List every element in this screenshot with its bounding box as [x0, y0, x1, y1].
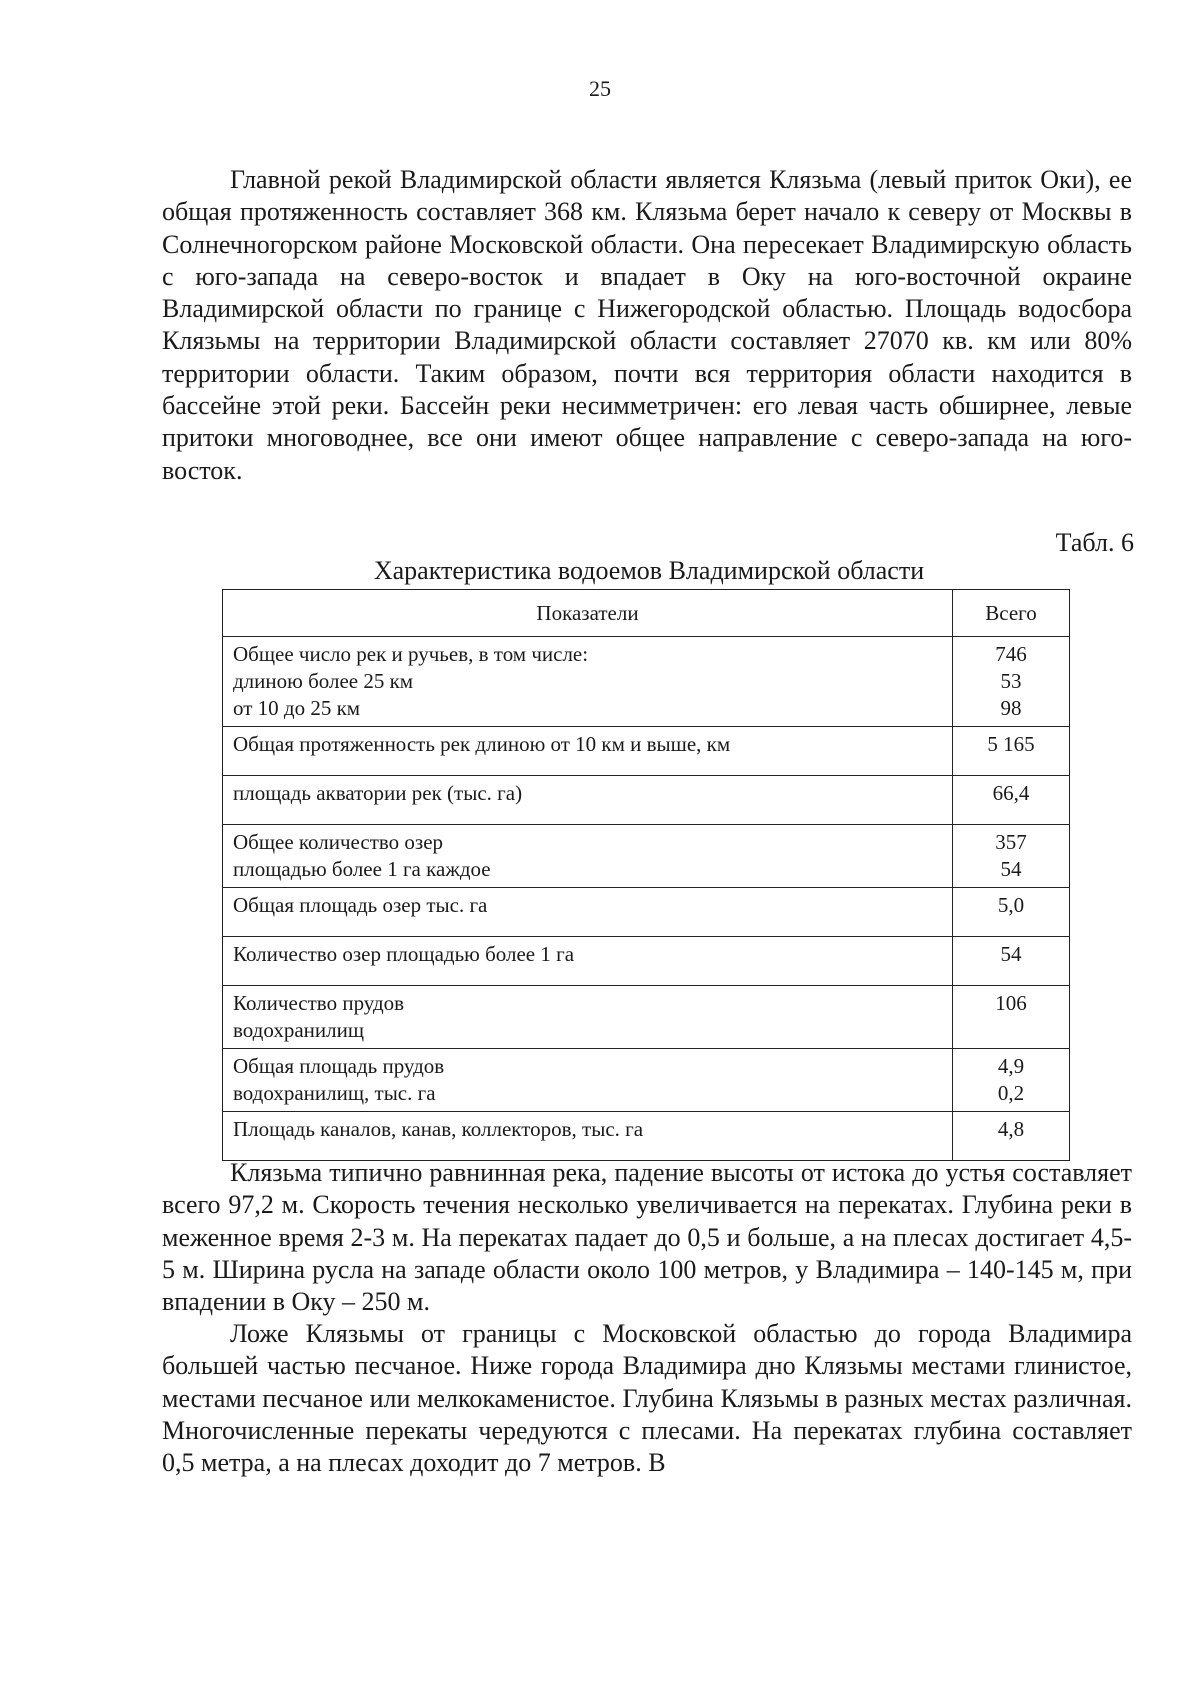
value-line: 357: [995, 830, 1027, 854]
table-row: [223, 888, 1070, 937]
value-line: 54: [1000, 857, 1022, 881]
value-line: 746: [995, 642, 1027, 666]
indicator-line: Общее количество озер: [233, 830, 444, 854]
value-cell: 66,4: [953, 776, 1070, 825]
indicator-line: Количество прудов: [233, 991, 405, 1015]
header-total: Всего: [953, 590, 1070, 637]
indicator-cell: площадь акватории рек (тыс. га): [223, 776, 953, 825]
value-line: 4,9: [997, 1054, 1025, 1078]
indicator-line: длиною более 25 км: [233, 669, 414, 693]
table-label: Табл. 6: [1055, 528, 1134, 557]
table-header-row: [223, 590, 1070, 637]
table-row: [223, 937, 1070, 986]
indicator-cell: Площадь каналов, канав, коллекторов, тыс. га: [223, 1112, 953, 1161]
table-row: [223, 825, 1070, 888]
indicator-cell: [223, 1049, 953, 1112]
page-number: 25: [589, 76, 611, 101]
table-row: [223, 1112, 1070, 1161]
indicator-line: площадью более 1 га каждое: [233, 857, 491, 881]
table-row: [223, 1049, 1070, 1112]
value-cell: 5 165: [953, 727, 1070, 776]
indicator-cell: Общая площадь озер тыс. га: [223, 888, 953, 937]
table-caption: Характеристика водоемов Владимирской области: [373, 556, 925, 585]
value-line: 53: [1000, 669, 1022, 693]
paragraph-klyazma-flow: Клязьма типично равнинная река, падение высоты от истока до устья составляет всего 97,2 м. Скорость течения несколько увеличивается на перекатах. Глубина реки в меженное время 2-3 м. На перекатах падает до 0,5 и больше, а на плесах достигает 4,5-5 м. Ширина русла на западе области около 100 метров, у Владимира – 140-145 м, при впадении в Оку – 250 м.: [162, 1158, 1132, 1317]
indicator-line: от 10 до 25 км: [233, 696, 361, 720]
value-line: 106: [995, 991, 1027, 1015]
water-bodies-table: [222, 589, 1070, 1161]
indicator-cell: Количество озер площадью более 1 га: [223, 937, 953, 986]
value-line: 0,2: [997, 1081, 1025, 1105]
value-cell: 5,0: [953, 888, 1070, 937]
indicator-cell: Общая протяженность рек длиною от 10 км и выше, км: [223, 727, 953, 776]
value-cell: [953, 637, 1070, 727]
indicator-cell: [223, 986, 953, 1049]
indicator-line: водохранилищ: [233, 1018, 365, 1042]
indicator-cell: [223, 825, 953, 888]
table-row: [223, 727, 1070, 776]
table-row: [223, 986, 1070, 1049]
value-cell: [953, 986, 1070, 1049]
value-cell: [953, 825, 1070, 888]
header-indicators: Показатели: [223, 590, 953, 637]
paragraph-klyazma-overview: Главной рекой Владимирской области является Клязьма (левый приток Оки), ее общая протяженность составляет 368 км. Клязьма берет начало к северу от Москвы в Солнечногорском районе Московской области. Она пересекает Владимирскую область с юго-запада на северо-восток и впадает в Оку на юго-восточной окраине Владимирской области по границе с Нижегородской областью. Площадь водосбора Клязьмы на территории Владимирской области составляет 27070 кв. км или 80% территории области. Таким образом, почти вся территория области находится в бассейне этой реки. Бассейн реки несимметричен: его левая часть обширнее, левые притоки многоводнее, все они имеют общее направление с северо-запада на юго-восток.: [162, 165, 1132, 485]
indicator-cell: [223, 637, 953, 727]
indicator-line: водохранилищ, тыс. га: [233, 1081, 436, 1105]
value-cell: 4,8: [953, 1112, 1070, 1161]
table-row: [223, 776, 1070, 825]
indicator-line: Общая площадь прудов: [233, 1054, 445, 1078]
value-cell: 54: [953, 937, 1070, 986]
paragraph-klyazma-bed: Ложе Клязьмы от границы с Московской областью до города Владимира большей частью песчаное. Ниже города Владимира дно Клязьмы местами глинистое, местами песчаное или мелкокаменистое. Глубина Клязьмы в разных местах различная. Многочисленные перекаты чередуются с плесами. На перекатах глубина составляет 0,5 метра, а на плесах доходит до 7 метров. В: [162, 1319, 1132, 1478]
table-row: [223, 637, 1070, 727]
indicator-line: Общее число рек и ручьев, в том числе:: [233, 642, 589, 666]
value-line: 98: [1000, 696, 1022, 720]
value-cell: [953, 1049, 1070, 1112]
